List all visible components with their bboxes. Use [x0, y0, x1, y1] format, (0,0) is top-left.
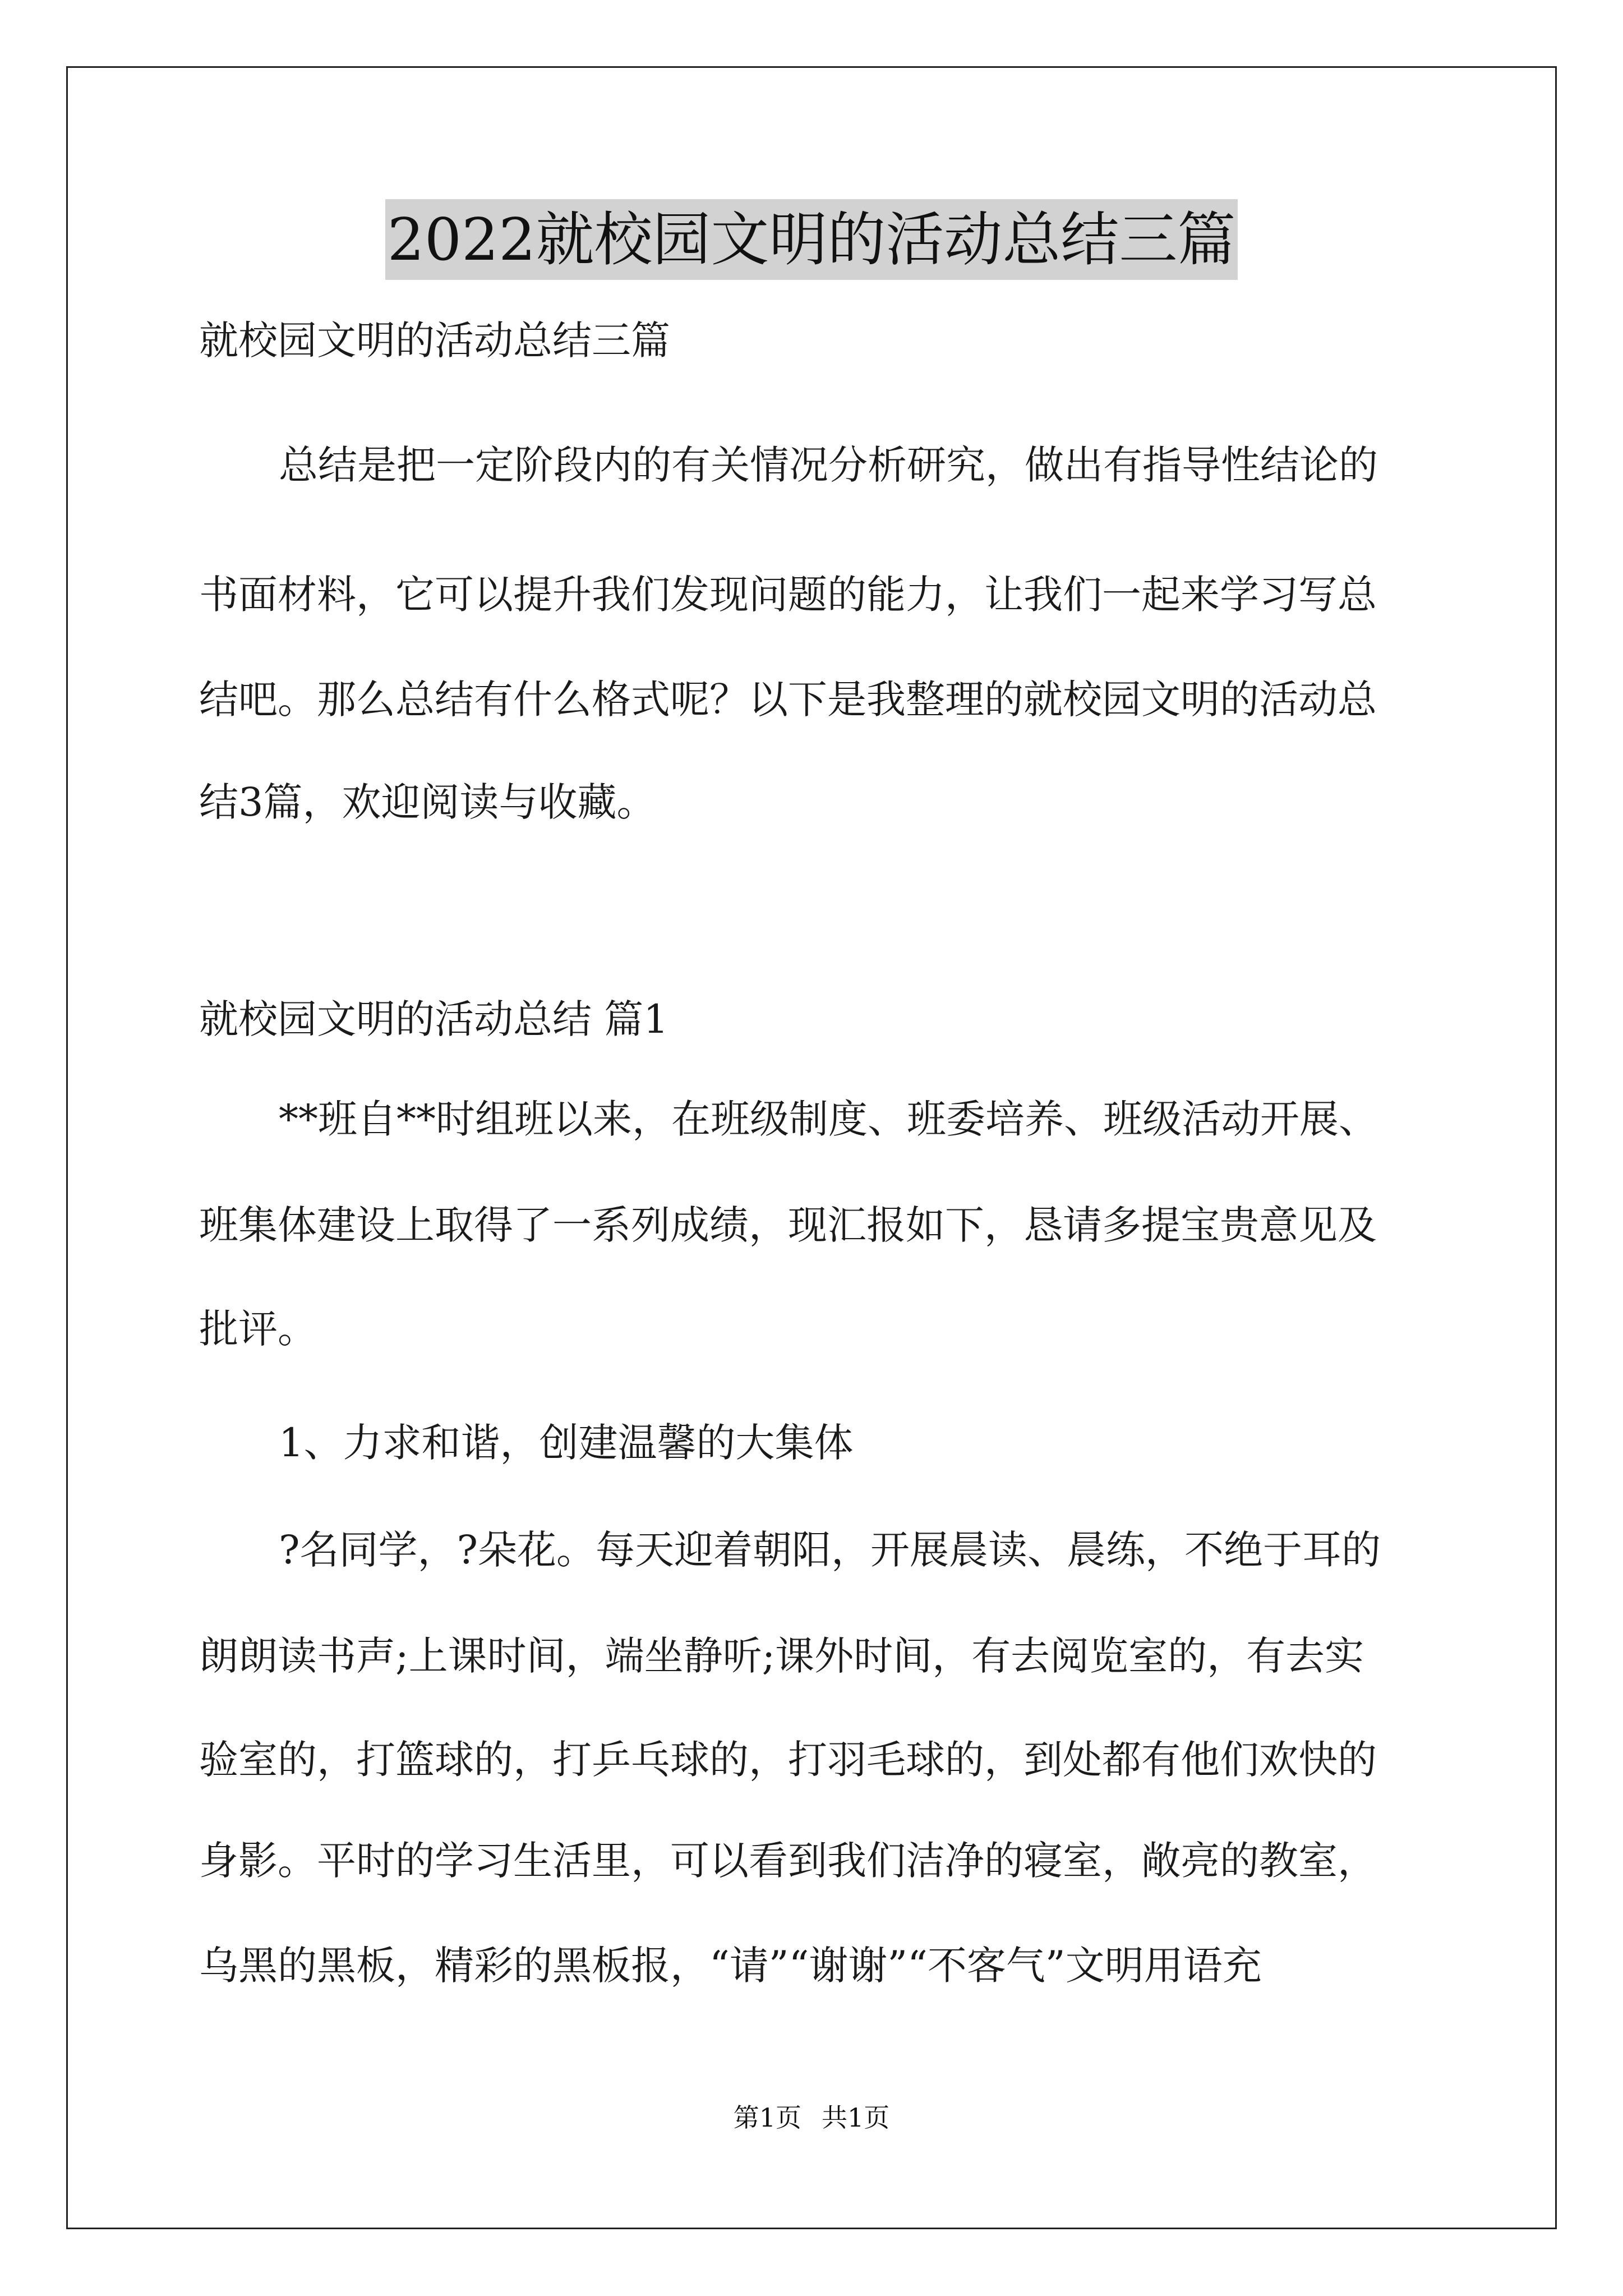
paragraph-line: 班集体建设上取得了一系列成绩，现汇报如下，恳请多提宝贵意见及 — [199, 1202, 1377, 1248]
paragraph-line: 批评。 — [199, 1306, 317, 1352]
paragraph-line: 书面材料，它可以提升我们发现问题的能力，让我们一起来学习写总 — [199, 572, 1377, 618]
paragraph-line: ?名同学，?朵花。每天迎着朝阳，开展晨读、晨练，不绝于耳的 — [279, 1527, 1381, 1573]
page-number: 第1页 — [733, 2102, 801, 2133]
page-total: 共1页 — [822, 2102, 890, 2133]
paragraph-line: 身影。平时的学习生活里，可以看到我们洁净的寝室，敞亮的教室， — [199, 1838, 1377, 1884]
paragraph-line: 结3篇，欢迎阅读与收藏。 — [199, 779, 656, 825]
document-title: 2022就校园文明的活动总结三篇 — [385, 199, 1238, 280]
subtitle-line: 就校园文明的活动总结三篇 — [199, 318, 670, 364]
title-container — [0, 199, 1623, 280]
paragraph-line: 结吧。那么总结有什么格式呢？以下是我整理的就校园文明的活动总 — [199, 677, 1377, 723]
paragraph-line: 总结是把一定阶段内的有关情况分析研究，做出有指导性结论的 — [279, 442, 1378, 488]
paragraph-line: 验室的，打篮球的，打乒乓球的，打羽毛球的，到处都有他们欢快的 — [199, 1737, 1377, 1783]
list-heading: 1、力求和谐，创建温馨的大集体 — [279, 1420, 854, 1466]
paragraph-line: 朗朗读书声;上课时间，端坐静听;课外时间，有去阅览室的，有去实 — [199, 1633, 1364, 1679]
page-border — [66, 66, 1557, 2229]
section-heading: 就校园文明的活动总结 篇1 — [199, 996, 668, 1042]
paragraph-line: **班自**时组班以来，在班级制度、班委培养、班级活动开展、 — [279, 1096, 1378, 1142]
page-footer — [0, 2101, 1623, 2134]
paragraph-line: 乌黑的黑板，精彩的黑板报，“请”“谢谢”“不客气”文明用语充 — [199, 1943, 1262, 1989]
